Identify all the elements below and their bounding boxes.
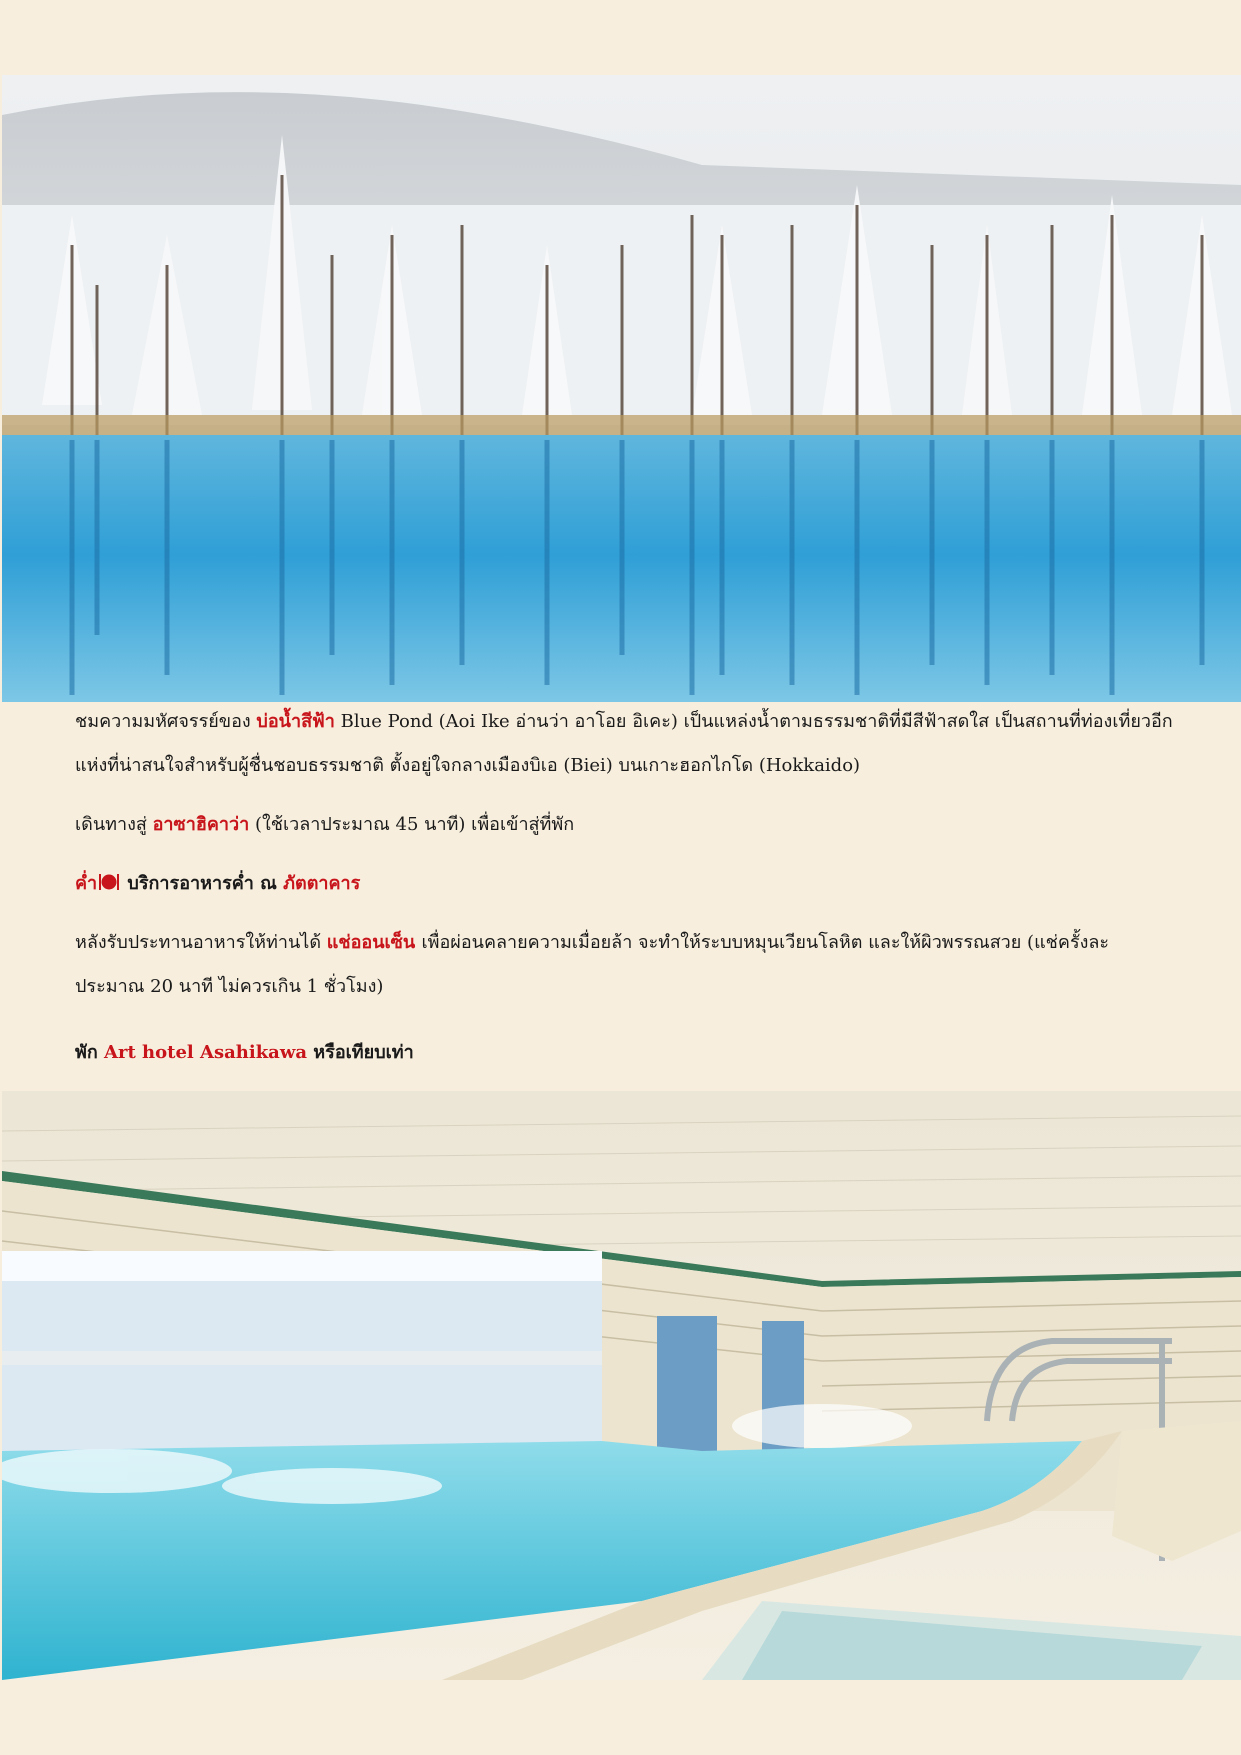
- hotel-paragraph: [75, 1031, 1175, 1075]
- blue-pond-photo: [2, 75, 1241, 702]
- travel-suffix: (ใช้เวลาประมาณ 45 นาที) เพื่อเข้าสู่ที่พัก: [249, 814, 575, 835]
- travel-paragraph: [75, 803, 1175, 847]
- hotel-suffix: หรือเทียบเท่า: [307, 1042, 414, 1063]
- intro-paragraph: [75, 700, 1175, 788]
- onsen-prefix: หลังรับประทานอาหารให้ท่านได้: [75, 932, 327, 953]
- dinner-label: ค่ำ: [75, 873, 98, 894]
- intro-suffix: Blue Pond (Aoi Ike อ่านว่า อาโอย อิเคะ) เป็นแหล่งน้ำตามธรรมชาติที่มีสีฟ้าสดใส เป็นสถานที่ท่องเที่ยวอีกแห่งที่น่าสนใจสำหรับผู้ชื่นชอบธรรมชาติ ตั้งอยู่ใจกลางเมืองบิเอ (Biei) บนเกาะฮอกไกโด (Hokkaido): [75, 711, 1173, 776]
- hotel-name: Art hotel Asahikawa: [104, 1042, 308, 1063]
- asahikawa-highlight: อาซาฮิคาว่า: [152, 814, 250, 835]
- meal-plate-icon: [98, 871, 120, 893]
- onsen-photo: [2, 1091, 1241, 1680]
- itinerary-text: [75, 700, 1175, 1075]
- onsen-highlight: แช่ออนเซ็น: [326, 932, 422, 953]
- onsen-paragraph: [75, 921, 1175, 1009]
- hotel-prefix: พัก: [75, 1042, 105, 1063]
- dinner-paragraph: [75, 862, 1175, 906]
- restaurant-highlight: ภัตตาคาร: [283, 873, 361, 894]
- travel-prefix: เดินทางสู่: [75, 814, 153, 835]
- onsen-suffix: เพื่อผ่อนคลายความเมื่อยล้า จะทำให้ระบบหมุนเวียนโลหิต และให้ผิวพรรณสวย (แช่ครั้งละประมาณ 20 นาที ไม่ควรเกิน 1 ชั่วโมง): [75, 932, 1110, 997]
- intro-prefix: ชมความมหัศจรรย์ของ: [75, 711, 257, 732]
- blue-pond-highlight: บ่อน้ำสีฟ้า: [256, 711, 335, 732]
- dinner-text: บริการอาหารค่ำ ณ: [121, 873, 284, 894]
